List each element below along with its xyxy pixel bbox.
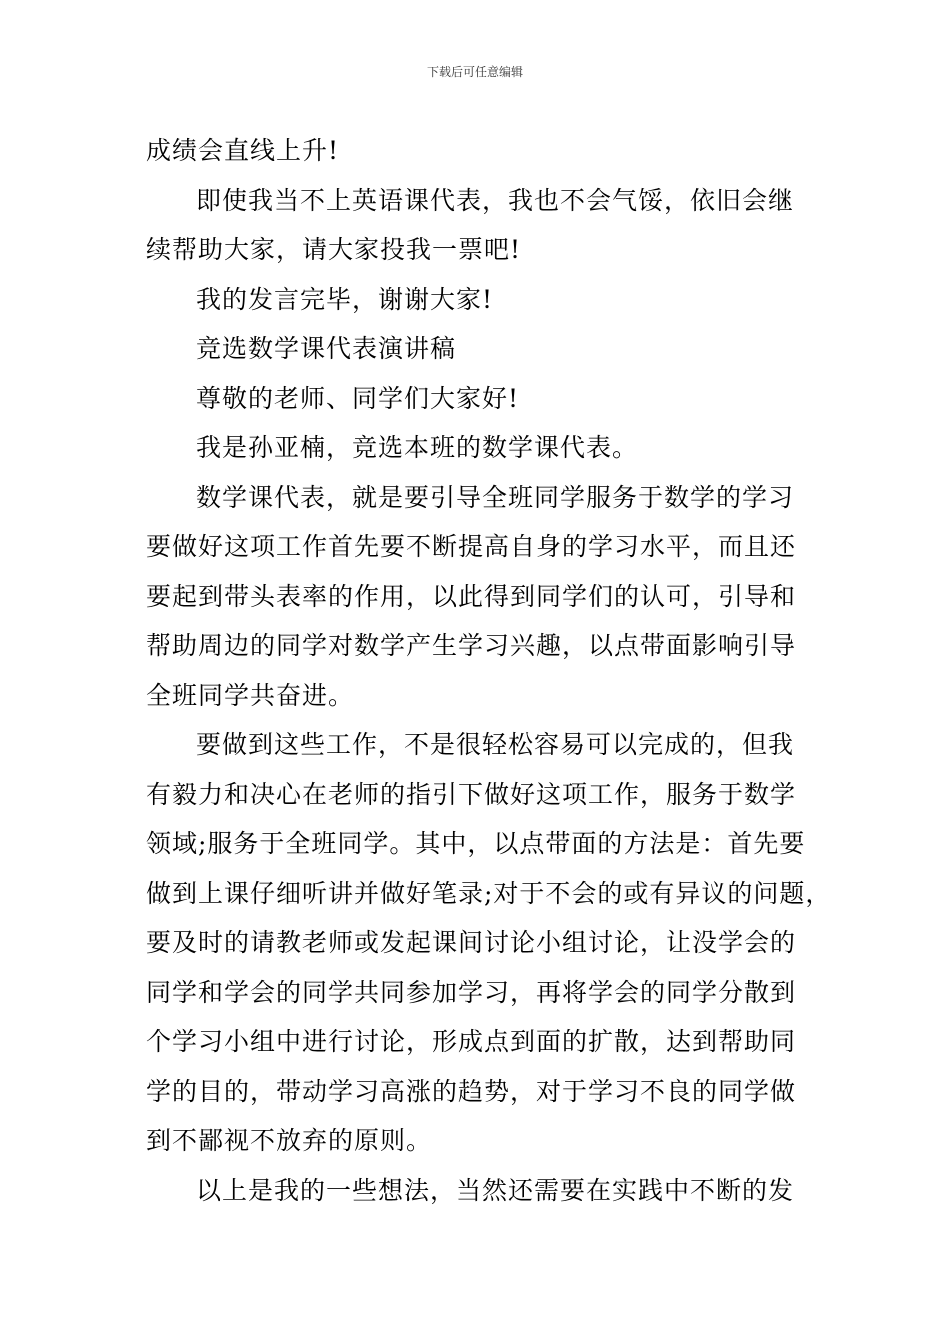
text-line: 数学课代表，就是要引导全班同学服务于数学的学习 — [196, 482, 795, 512]
document-body — [146, 126, 832, 1215]
text-line: 领域;服务于全班同学。其中，以点带面的方法是：首先要 — [146, 829, 806, 858]
text-line: 有毅力和决心在老师的指引下做好这项工作，服务于数学 — [146, 779, 797, 809]
text-line: 尊敬的老师、同学们大家好! — [196, 383, 520, 413]
text-line: 个学习小组中进行讨论，形成点到面的扩散，达到帮助同 — [146, 1027, 797, 1056]
text-line: 同学和学会的同学共同参加学习，再将学会的同学分散到 — [146, 977, 797, 1007]
text-line: 竞选数学课代表演讲稿 — [196, 334, 457, 363]
text-line: 要做好这项工作首先要不断提高自身的学习水平，而且还 — [146, 532, 797, 561]
text-line: 到不鄙视不放弃的原则。 — [146, 1126, 433, 1155]
text-line: 要及时的请教老师或发起课间讨论小组讨论，让没学会的 — [146, 928, 797, 957]
text-line: 我是孙亚楠，竞选本班的数学课代表。 — [196, 433, 639, 462]
text-line: 学的目的，带动学习高涨的趋势，对于学习不良的同学做 — [146, 1076, 797, 1106]
text-line: 我的发言完毕，谢谢大家! — [196, 284, 494, 314]
text-line: 全班同学共奋进。 — [146, 680, 355, 710]
page-header: 下载后可任意编辑 — [426, 65, 523, 79]
text-line: 帮助周边的同学对数学产生学习兴趣，以点带面影响引导 — [146, 631, 797, 660]
text-line: 做到上课仔细听讲并做好笔录;对于不会的或有异议的问题， — [146, 878, 832, 908]
text-line: 即使我当不上英语课代表，我也不会气馁，依旧会继 — [196, 185, 795, 215]
text-line: 要做到这些工作，不是很轻松容易可以完成的，但我 — [196, 730, 795, 759]
text-line: 要起到带头表率的作用，以此得到同学们的认可，引导和 — [146, 581, 797, 611]
text-line: 成绩会直线上升! — [146, 136, 340, 165]
text-line: 续帮助大家，请大家投我一票吧! — [146, 235, 522, 264]
text-line: 以上是我的一些想法，当然还需要在实践中不断的发 — [196, 1175, 795, 1205]
